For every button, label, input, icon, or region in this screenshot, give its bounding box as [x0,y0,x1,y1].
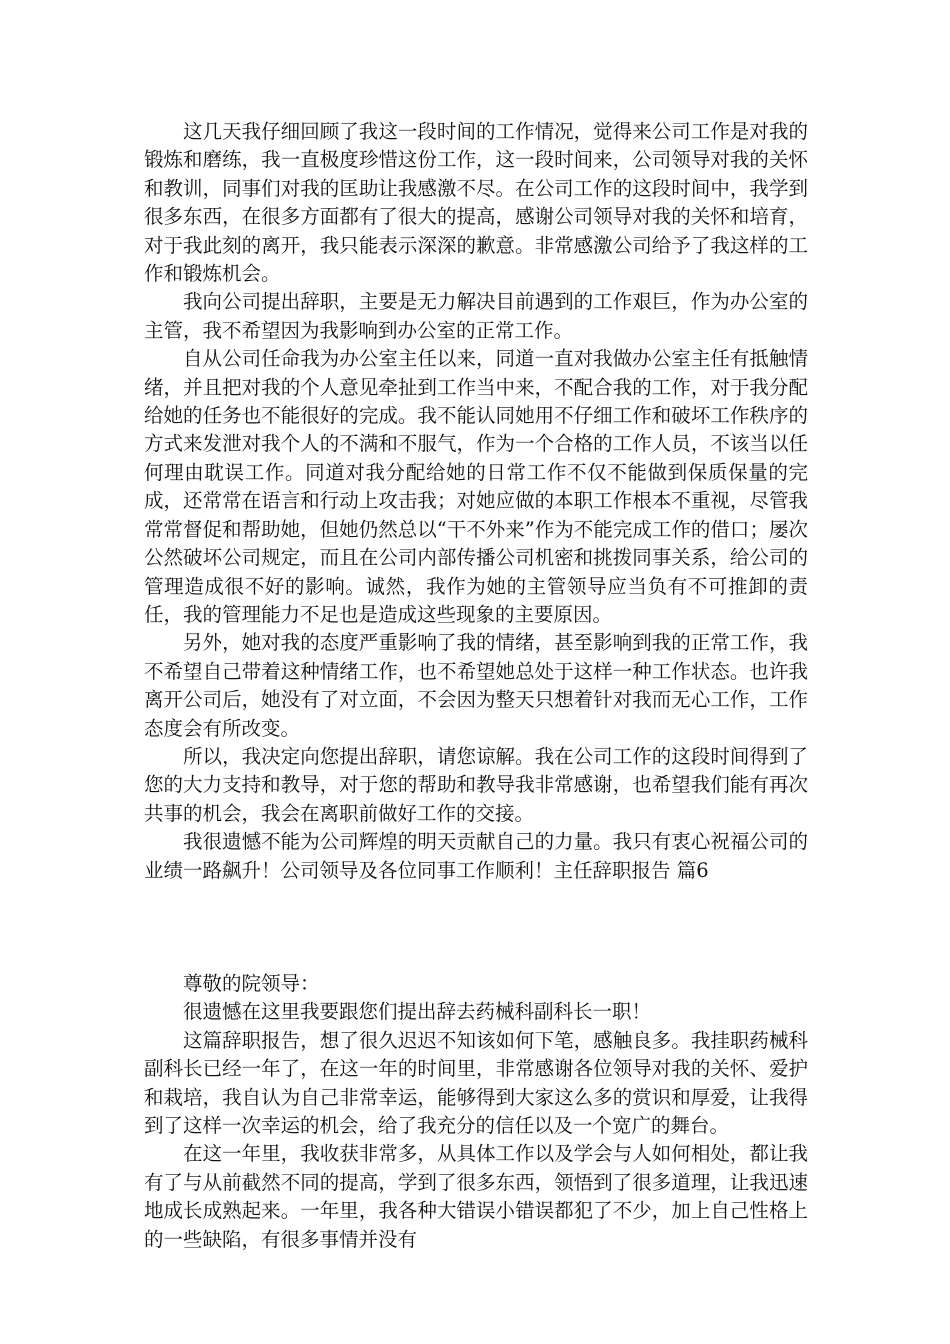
paragraph: 很遗憾在这里我要跟您们提出辞去药械科副科长一职！ [183,1000,652,1024]
document-body [144,118,808,1254]
section-gap [144,885,808,970]
paragraph: 这篇辞职报告，想了很久迟迟不知该如何下笔，感触良多。我挂职药械科副科长已经一年了，在这一年的时间里，非常感谢各位领导对我的关怀、爱护和栽培，我自认为自己非常幸运，能够得到大家这么多的赏识和厚爱，让我得到了这样一次幸运的机会，给了我充分的信任以及一个宽广的舞台。 [144,1028,808,1137]
paragraph: 这几天我仔细回顾了我这一段时间的工作情况，觉得来公司工作是对我的锻炼和磨练，我一直极度珍惜这份工作，这一段时间来，公司领导对我的关怀和教训，同事们对我的匡助让我感激不尽。在公司工作的这段时间中，我学到很多东西，在很多方面都有了很大的提高，感谢公司领导对我的关怀和培育，对于我此刻的离开，我只能表示深深的歉意。非常感激公司给予了我这样的工作和锻炼机会。 [144,120,808,286]
paragraph: 所以，我决定向您提出辞职，请您谅解。我在公司工作的这段时间得到了您的大力支持和教导，对于您的帮助和教导我非常感谢，也希望我们能有再次共事的机会，我会在离职前做好工作的交接。 [144,744,808,825]
paragraph: 我向公司提出辞职，主要是无力解决目前遇到的工作艰巨，作为办公室的主管，我不希望因为我影响到办公室的正常工作。 [144,290,808,342]
paragraph: 自从公司任命我为办公室主任以来，同道一直对我做办公室主任有抵触情绪，并且把对我的个人意见牵扯到工作当中来，不配合我的工作，对于我分配给她的任务也不能很好的完成。我不能认同她用不仔细工作和破坏工作秩序的方式来发泄对我个人的不满和不服气，作为一个合格的工作人员，不该当以任何理由耽误工作。同道对我分配给她的日常工作不仅不能做到保质保量的完成，还常常在语言和行动上攻击我；对她应做的本职工作根本不重视，尽管我常常督促和帮助她，但她仍然总以“干不外来”作为不能完成工作的借口；屡次公然破坏公司规定，而且在公司内部传播公司机密和挑拨同事关系，给公司的管理造成很不好的影响。诚然，我作为她的主管领导应当负有不可推卸的责任，我的管理能力不足也是造成这些现象的主要原因。 [144,347,808,626]
paragraph: 在这一年里，我收获非常多，从具体工作以及学会与人如何相处，都让我有了与从前截然不同的提高，学到了很多东西，领悟到了很多道理，让我迅速地成长成熟起来。一年里，我各种大错误小错误都犯了不少，加上自己性格上的一些缺陷，有很多事情并没有 [144,1142,808,1251]
paragraph: 我很遗憾不能为公司辉煌的明天贡献自己的力量。我只有衷心祝福公司的业绩一路飙升！公司领导及各位同事工作顺利！主任辞职报告 篇6 [144,830,808,882]
salutation: 尊敬的院领导： [183,971,320,995]
paragraph: 另外，她对我的态度严重影响了我的情绪，甚至影响到我的正常工作，我不希望自己带着这种情绪工作，也不希望她总处于这样一种工作状态。也许我离开公司后，她没有了对立面，不会因为整天只想着针对我而无心工作，工作态度会有所改变。 [144,631,808,740]
